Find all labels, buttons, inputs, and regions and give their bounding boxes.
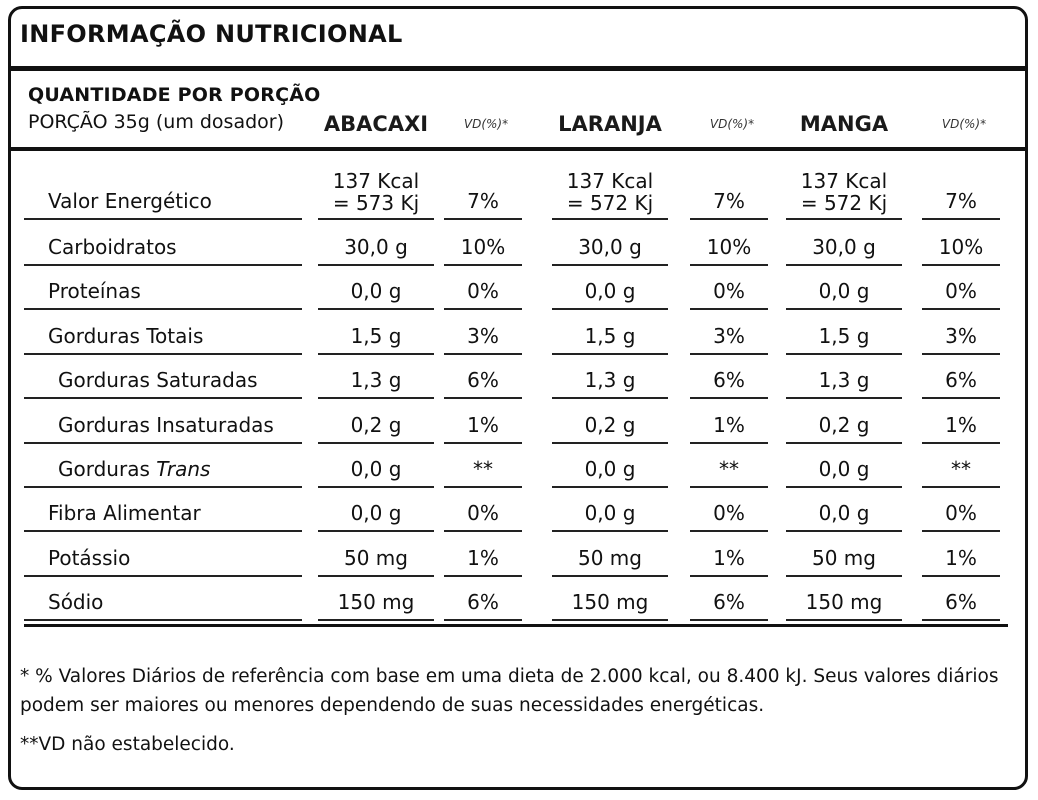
- row-underline: [24, 575, 302, 577]
- nutrient-value: 1,5 g: [584, 324, 636, 348]
- row-underline: [922, 486, 1000, 488]
- daily-value-percent: 0%: [467, 279, 499, 303]
- row-underline: [444, 353, 522, 355]
- row-underline: [24, 218, 302, 220]
- row-underline: [318, 353, 434, 355]
- row-underline: [444, 308, 522, 310]
- row-underline: [786, 353, 902, 355]
- row-underline: [444, 442, 522, 444]
- column-header-vd: VD(%)*: [941, 117, 987, 131]
- daily-value-percent: 10%: [460, 235, 506, 259]
- nutrient-value: 0,0 g: [584, 457, 636, 481]
- nutrient-value-line: 137 Kcal: [332, 169, 420, 193]
- daily-value-percent: 7%: [713, 189, 745, 213]
- row-underline: [444, 486, 522, 488]
- nutrient-label: Gorduras Trans: [58, 457, 211, 481]
- row-underline: [552, 530, 668, 532]
- row-underline: [922, 442, 1000, 444]
- footnote-daily-values: * % Valores Diários de referência com base em uma dieta de 2.000 kcal, ou 8.400 kJ. Seus valores diários podem ser maiores ou menores dependendo de suas necessidades energéticas.: [20, 666, 999, 716]
- trans-emphasis: Trans: [156, 457, 211, 481]
- row-underline: [552, 486, 668, 488]
- row-underline: [318, 486, 434, 488]
- nutrient-value: 0,0 g: [818, 457, 870, 481]
- row-underline: [690, 530, 768, 532]
- nutrient-value: 50 mg: [344, 546, 408, 570]
- daily-value-percent: **: [473, 457, 493, 481]
- nutrient-value: 1,5 g: [350, 324, 402, 348]
- row-underline: [786, 397, 902, 399]
- nutrient-value: 1,3 g: [818, 368, 870, 392]
- nutrient-value: [552, 170, 668, 214]
- nutrient-label: Sódio: [48, 590, 104, 614]
- nutrient-value: 50 mg: [578, 546, 642, 570]
- row-underline: [786, 218, 902, 220]
- daily-value-percent: 6%: [945, 368, 977, 392]
- daily-value-percent: 1%: [467, 546, 499, 570]
- column-header-manga: MANGA: [799, 112, 889, 136]
- nutrient-value-line: = 572 Kj: [800, 191, 888, 215]
- nutrient-label: Gorduras Insaturadas: [58, 413, 274, 437]
- daily-value-percent: 3%: [467, 324, 499, 348]
- column-header-laranja: LARANJA: [558, 112, 662, 136]
- row-underline: [786, 486, 902, 488]
- nutrient-value-line: 137 Kcal: [800, 169, 888, 193]
- nutrient-value: [786, 170, 902, 214]
- daily-value-percent: 1%: [945, 413, 977, 437]
- column-header-vd: VD(%)*: [463, 117, 509, 131]
- daily-value-percent: 7%: [945, 189, 977, 213]
- row-underline: [552, 264, 668, 266]
- nutrient-value: 0,0 g: [818, 501, 870, 525]
- nutrient-value-line: = 573 Kj: [332, 191, 420, 215]
- row-underline: [922, 264, 1000, 266]
- row-underline: [444, 264, 522, 266]
- panel-title: INFORMAÇÃO NUTRICIONAL: [20, 20, 403, 48]
- row-underline: [922, 619, 1000, 621]
- daily-value-percent: 10%: [938, 235, 984, 259]
- row-underline: [922, 218, 1000, 220]
- row-underline: [318, 530, 434, 532]
- daily-value-percent: 6%: [467, 368, 499, 392]
- daily-value-percent: 0%: [945, 501, 977, 525]
- row-underline: [318, 264, 434, 266]
- daily-value-percent: 3%: [945, 324, 977, 348]
- row-underline: [786, 530, 902, 532]
- daily-value-percent: 10%: [706, 235, 752, 259]
- row-underline: [690, 218, 768, 220]
- column-header-vd: VD(%)*: [709, 117, 755, 131]
- row-underline: [786, 264, 902, 266]
- nutrient-value: 0,0 g: [584, 501, 636, 525]
- row-underline: [318, 308, 434, 310]
- daily-value-percent: 6%: [467, 590, 499, 614]
- nutrient-value-line: = 572 Kj: [566, 191, 654, 215]
- row-underline: [444, 218, 522, 220]
- column-header-abacaxi: ABACAXI: [323, 112, 429, 136]
- row-underline: [922, 353, 1000, 355]
- row-underline: [922, 397, 1000, 399]
- row-underline: [444, 619, 522, 621]
- row-underline: [444, 575, 522, 577]
- daily-value-percent: 1%: [713, 413, 745, 437]
- row-underline: [552, 353, 668, 355]
- nutrient-value: 1,3 g: [350, 368, 402, 392]
- nutrient-value: 0,2 g: [818, 413, 870, 437]
- row-underline: [24, 308, 302, 310]
- row-underline: [318, 575, 434, 577]
- nutrient-value: 0,0 g: [584, 279, 636, 303]
- quantity-per-portion-label: QUANTIDADE POR PORÇÃO: [28, 84, 321, 106]
- nutrient-label: Potássio: [48, 546, 131, 570]
- nutrient-value: 0,0 g: [818, 279, 870, 303]
- row-underline: [552, 308, 668, 310]
- nutrient-value: 0,2 g: [584, 413, 636, 437]
- daily-value-percent: 6%: [713, 590, 745, 614]
- daily-value-percent: 1%: [713, 546, 745, 570]
- row-underline: [552, 218, 668, 220]
- row-underline: [552, 575, 668, 577]
- row-underline: [24, 619, 302, 621]
- nutrient-value: 1,3 g: [584, 368, 636, 392]
- row-underline: [318, 619, 434, 621]
- row-underline: [690, 575, 768, 577]
- row-underline: [922, 530, 1000, 532]
- daily-value-percent: **: [719, 457, 739, 481]
- nutrient-label: Fibra Alimentar: [48, 501, 201, 525]
- nutrient-label: Gorduras Saturadas: [58, 368, 258, 392]
- title-divider: [8, 66, 1028, 71]
- header-divider: [8, 147, 1028, 151]
- nutrient-value: 1,5 g: [818, 324, 870, 348]
- nutrient-label: Carboidratos: [48, 235, 177, 259]
- row-underline: [24, 353, 302, 355]
- row-underline: [552, 619, 668, 621]
- row-underline: [690, 397, 768, 399]
- nutrient-value: 150 mg: [337, 590, 415, 614]
- daily-value-percent: 6%: [945, 590, 977, 614]
- row-underline: [318, 397, 434, 399]
- nutrient-value: 150 mg: [805, 590, 883, 614]
- daily-value-percent: **: [951, 457, 971, 481]
- nutrient-value: 50 mg: [812, 546, 876, 570]
- daily-value-percent: 7%: [467, 189, 499, 213]
- row-underline: [922, 575, 1000, 577]
- footnote-vd-not-established: **VD não estabelecido.: [20, 734, 235, 755]
- nutrient-value: [318, 170, 434, 214]
- nutrient-value: 30,0 g: [344, 235, 408, 259]
- row-underline: [444, 530, 522, 532]
- table-bottom-divider: [24, 624, 1008, 627]
- nutrient-value: 0,0 g: [350, 279, 402, 303]
- row-underline: [690, 442, 768, 444]
- nutrient-label: Valor Energético: [48, 189, 212, 213]
- nutrient-value: 30,0 g: [812, 235, 876, 259]
- row-underline: [24, 264, 302, 266]
- row-underline: [690, 264, 768, 266]
- nutrient-value: 0,0 g: [350, 501, 402, 525]
- daily-value-percent: 1%: [945, 546, 977, 570]
- nutrient-value: 0,0 g: [350, 457, 402, 481]
- daily-value-percent: 0%: [467, 501, 499, 525]
- daily-value-percent: 1%: [467, 413, 499, 437]
- row-underline: [786, 575, 902, 577]
- nutrient-label: Proteínas: [48, 279, 141, 303]
- row-underline: [444, 397, 522, 399]
- row-underline: [24, 397, 302, 399]
- daily-value-percent: 0%: [713, 279, 745, 303]
- row-underline: [786, 619, 902, 621]
- daily-value-percent: 6%: [713, 368, 745, 392]
- row-underline: [690, 353, 768, 355]
- nutrient-value: 0,2 g: [350, 413, 402, 437]
- daily-value-percent: 3%: [713, 324, 745, 348]
- portion-size-label: PORÇÃO 35g (um dosador): [28, 111, 285, 133]
- daily-value-percent: 0%: [945, 279, 977, 303]
- row-underline: [24, 442, 302, 444]
- row-underline: [922, 308, 1000, 310]
- nutrient-label: Gorduras Totais: [48, 324, 204, 348]
- row-underline: [690, 619, 768, 621]
- row-underline: [786, 308, 902, 310]
- row-underline: [318, 218, 434, 220]
- nutrient-value: 30,0 g: [578, 235, 642, 259]
- row-underline: [552, 397, 668, 399]
- nutrient-value: 150 mg: [571, 590, 649, 614]
- row-underline: [24, 530, 302, 532]
- nutrient-value-line: 137 Kcal: [566, 169, 654, 193]
- daily-value-percent: 0%: [713, 501, 745, 525]
- row-underline: [690, 486, 768, 488]
- row-underline: [24, 486, 302, 488]
- row-underline: [690, 308, 768, 310]
- row-underline: [786, 442, 902, 444]
- row-underline: [318, 442, 434, 444]
- row-underline: [552, 442, 668, 444]
